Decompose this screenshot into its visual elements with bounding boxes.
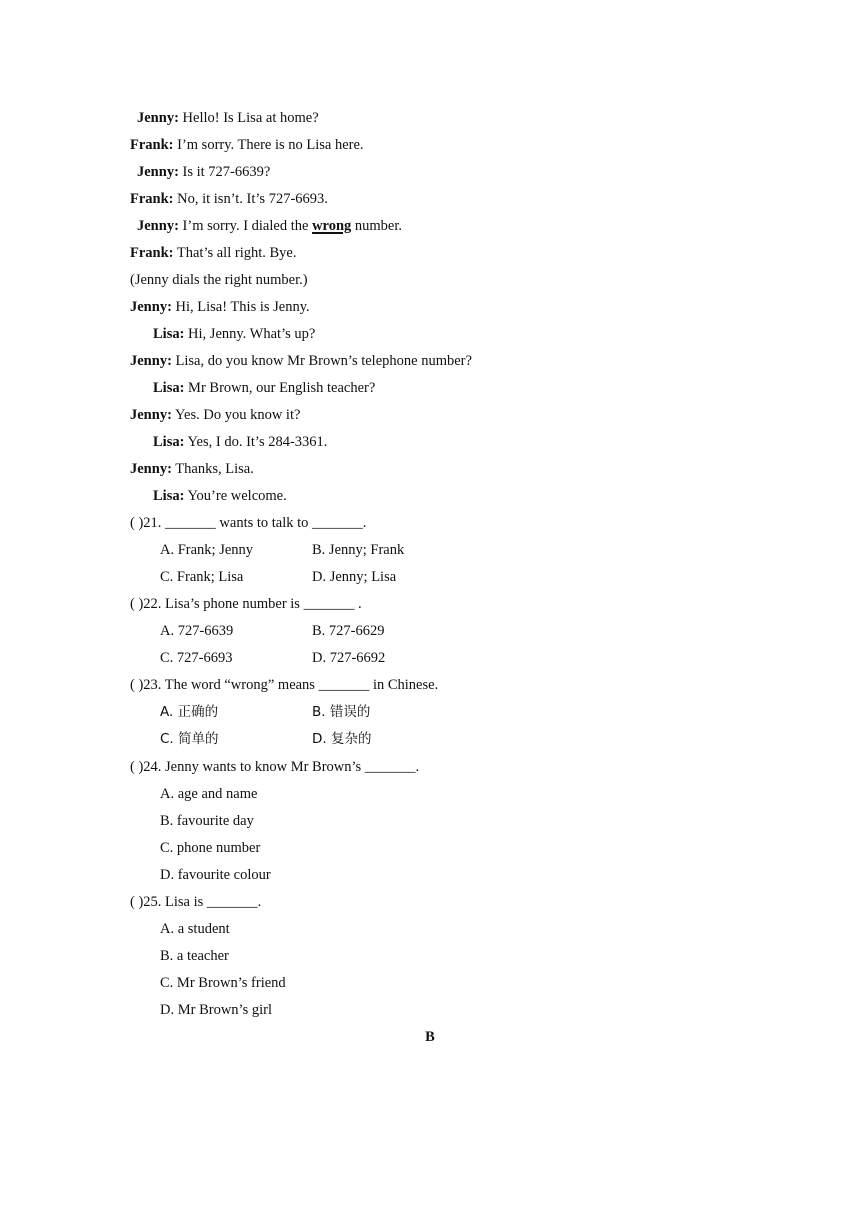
answer-option: A. 正确的: [160, 704, 219, 720]
answer-option: B. favourite day: [160, 813, 254, 829]
answer-option: D. 727-6692: [312, 650, 386, 666]
speaker-label: Frank:: [130, 245, 174, 261]
dialogue-text: number.: [351, 218, 403, 234]
dialogue-text: Yes, I do. It’s 284-3361.: [187, 434, 328, 450]
speaker-label: Jenny:: [130, 407, 172, 423]
answer-option: C. phone number: [160, 840, 261, 856]
speaker-label: Jenny:: [137, 110, 179, 126]
stage-direction: (Jenny dials the right number.): [130, 272, 308, 288]
speaker-label: Lisa:: [153, 380, 185, 396]
speaker-label: Jenny:: [130, 299, 172, 315]
dialogue-line: [130, 298, 310, 316]
answer-option: D. Mr Brown’s girl: [160, 1002, 272, 1018]
dialogue-text: I’m sorry. I dialed the: [182, 218, 313, 234]
speaker-label: Frank:: [130, 137, 174, 153]
answer-option: D. Jenny; Lisa: [312, 569, 397, 585]
dialogue-line: [137, 217, 402, 235]
dialogue-line: [130, 460, 254, 478]
speaker-label: Lisa:: [153, 434, 185, 450]
dialogue-line: [130, 406, 300, 424]
dialogue-text: That’s all right. Bye.: [176, 245, 297, 261]
answer-option: B. a teacher: [160, 948, 229, 964]
answer-option: A. a student: [160, 921, 230, 937]
dialogue-line: [130, 190, 328, 208]
dialogue-line: [153, 379, 375, 397]
speaker-label: Frank:: [130, 191, 174, 207]
answer-option: A. 727-6639: [160, 623, 234, 639]
speaker-label: Jenny:: [130, 461, 172, 477]
answer-option: C. Mr Brown’s friend: [160, 975, 286, 991]
dialogue-line: [137, 163, 270, 181]
section-heading: B: [425, 1029, 435, 1045]
answer-option: B. 727-6629: [312, 623, 385, 639]
question-stem: ( )22. Lisa’s phone number is _______ .: [130, 596, 362, 612]
dialogue-line: [153, 487, 287, 505]
question-stem: ( )25. Lisa is _______.: [130, 894, 262, 910]
dialogue-text: Mr Brown, our English teacher?: [188, 380, 376, 396]
dialogue-line: [153, 433, 327, 451]
dialogue-text: Hello! Is Lisa at home?: [182, 110, 319, 126]
dialogue-text: I’m sorry. There is no Lisa here.: [177, 137, 364, 153]
dialogue-line: [130, 352, 472, 370]
question-stem: ( )24. Jenny wants to know Mr Brown’s _______.: [130, 759, 420, 775]
answer-option: A. Frank; Jenny: [160, 542, 254, 558]
dialogue-text: You’re welcome.: [187, 488, 287, 504]
answer-option: D. favourite colour: [160, 867, 271, 883]
dialogue-line: [130, 244, 296, 262]
answer-option: C. Frank; Lisa: [160, 569, 244, 585]
dialogue-text: Hi, Jenny. What’s up?: [188, 326, 316, 342]
dialogue-text: Hi, Lisa! This is Jenny.: [175, 299, 310, 315]
question-stem: ( )23. The word “wrong” means _______ in Chinese.: [130, 677, 439, 693]
dialogue-line: [137, 109, 319, 127]
speaker-label: Jenny:: [130, 353, 172, 369]
answer-option: B. 错误的: [312, 704, 371, 720]
speaker-label: Jenny:: [137, 218, 179, 234]
answer-option: A. age and name: [160, 786, 258, 802]
dialogue-text: Thanks, Lisa.: [175, 461, 254, 477]
answer-option: C. 简单的: [160, 731, 219, 747]
answer-option: C. 727-6693: [160, 650, 233, 666]
dialogue-line: [130, 136, 364, 154]
underlined-word: wrong: [312, 218, 352, 234]
dialogue-text: Is it 727-6639?: [182, 164, 271, 180]
answer-option: B. Jenny; Frank: [312, 542, 405, 558]
speaker-label: Lisa:: [153, 326, 185, 342]
speaker-label: Jenny:: [137, 164, 179, 180]
answer-option: D. 复杂的: [312, 731, 372, 747]
question-stem: ( )21. _______ wants to talk to _______.: [130, 515, 367, 531]
dialogue-line: [153, 325, 315, 343]
dialogue-text: Lisa, do you know Mr Brown’s telephone number?: [175, 353, 472, 369]
speaker-label: Lisa:: [153, 488, 185, 504]
dialogue-text: Yes. Do you know it?: [175, 407, 301, 423]
dialogue-text: No, it isn’t. It’s 727-6693.: [177, 191, 328, 207]
